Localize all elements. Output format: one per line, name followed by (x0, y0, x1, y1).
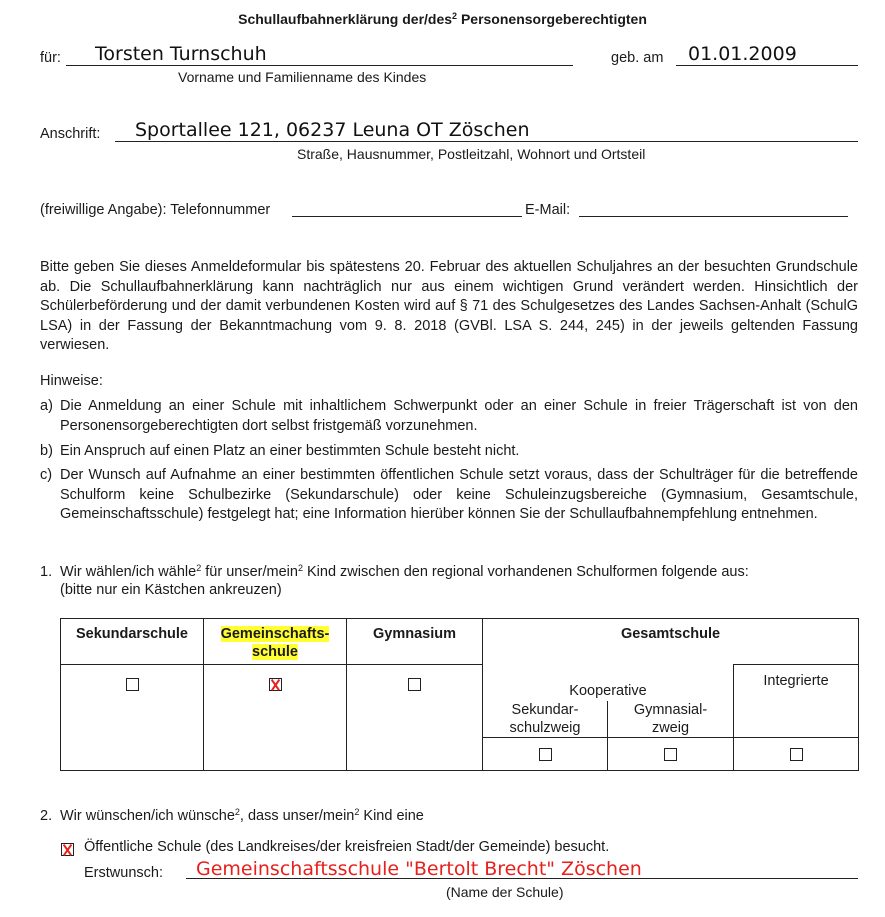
col-sekundarschule: Sekundarschule (61, 619, 204, 665)
checkbox-integrierte[interactable] (790, 748, 803, 761)
hint-item (40, 466, 858, 525)
child-name-field[interactable]: Torsten Turnschuh (95, 43, 267, 65)
birthdate-field[interactable]: 01.01.2009 (688, 43, 797, 65)
hint-item (40, 397, 858, 436)
cell-gymnasium (347, 665, 483, 771)
public-school-label: Öffentliche Schule (des Landkreises/der kreisfreien Stadt/der Gemeinde) besucht. (84, 839, 610, 855)
section1-subtext: (bitte nur ein Kästchen ankreuzen) (60, 582, 282, 598)
cell-sekundarschule (61, 665, 204, 771)
cell-integrierte (734, 738, 859, 771)
col-gymnasium: Gymnasium (347, 619, 483, 665)
checkbox-gymnasialzweig[interactable] (664, 748, 677, 761)
hint-item (40, 442, 858, 462)
section1-text: Wir wählen/ich wähle$^2$ für unser/mein$^2$ Kind zwischen den regional vorhandenen Schulformen folgende aus: (60, 563, 749, 580)
school-type-table (60, 618, 859, 771)
hint-text: Der Wunsch auf Aufnahme an einer bestimmten öffentlichen Schule setzt voraus, dass der Schulträger für die betreffende Schulform keine Schulbezirke (Sekundarschule) oder keine Schuleinzugsbereiche (Gymnasium, Gesamtschule, Gemeinschaftsschule) festgelegt hat; eine Information hierüber können Sie der Schullaufbahnempfehlung entnehmen. (60, 467, 858, 522)
child-name-caption: Vorname und Familienname des Kindes (178, 69, 427, 85)
label-telefon: (freiwillige Angabe): Telefonnummer (40, 202, 271, 218)
section1-number: 1. (40, 564, 53, 580)
cell-sekundarschulzweig (483, 738, 608, 771)
address-field[interactable]: Sportallee 121, 06237 Leuna OT Zöschen (135, 119, 530, 141)
label-email: E-Mail: (525, 202, 571, 218)
label-erstwunsch: Erstwunsch: (84, 865, 163, 881)
phone-field[interactable] (292, 216, 522, 217)
first-choice-field[interactable]: Gemeinschaftsschule "Bertolt Brecht" Zöschen (196, 858, 642, 880)
intro-paragraph: Bitte geben Sie dieses Anmeldeformular bis spätestens 20. Februar des aktuellen Schuljahres an der besuchten Grundschule ab. Die Schullaufbahnerklärung kann nachträglich nur aus einem wichtigen Grund verändert werden. Hinsichtlich der Schülerbeförderung und der damit verbundenen Kosten wird auf § 71 des Schulgesetzes des Landes Sachsen-Anhalt (SchulG LSA) in der Fassung der Bekanntmachung vom 9. 8. 2018 (GVBl. LSA S. 244, 245) in der jeweils geltenden Fassung verwiesen. (40, 259, 858, 353)
birthdate-line (676, 65, 858, 66)
form-title: Schullaufbahnerklärung der/des$^2$ Personensorgeberechtigten (238, 11, 647, 27)
email-field[interactable] (579, 216, 848, 217)
label-integrierte: Integrierte (734, 665, 859, 738)
cell-gemeinschaftsschule (204, 665, 347, 771)
hints-heading: Hinweise: (40, 373, 103, 389)
hint-marker: a) (40, 398, 53, 414)
checkbox-public-school[interactable] (61, 843, 74, 856)
first-choice-caption: (Name der Schule) (446, 884, 564, 900)
address-caption: Straße, Hausnummer, Postleitzahl, Wohnort und Ortsteil (297, 146, 646, 162)
col-gemeinschaftsschule: Gemeinschafts- schule (204, 619, 347, 665)
label-anschrift: Anschrift: (40, 126, 101, 142)
hint-text: Ein Anspruch auf einen Platz an einer bestimmten Schule besteht nicht. (60, 443, 520, 459)
checkbox-sekundarschule[interactable] (126, 678, 139, 691)
label-geb-am: geb. am (611, 50, 664, 66)
section2-number: 2. (40, 808, 53, 824)
checkbox-gymnasium[interactable] (408, 678, 421, 691)
col-gesamtschule: Gesamtschule (483, 619, 859, 665)
cell-gymnasialzweig (608, 738, 734, 771)
label-kooperative: Kooperative (483, 665, 734, 701)
label-fuer: für: (40, 50, 61, 66)
hint-marker: c) (40, 467, 53, 483)
label-gymnasialzweig: Gymnasial- zweig (608, 701, 734, 738)
checkbox-gemeinschaftsschule[interactable] (269, 678, 282, 691)
child-name-line (66, 65, 573, 66)
checkbox-sekundarschulzweig[interactable] (539, 748, 552, 761)
hint-marker: b) (40, 443, 53, 459)
section2-text: Wir wünschen/ich wünsche$^2$, dass unser/mein$^2$ Kind eine (60, 807, 424, 824)
hint-text: Die Anmeldung an einer Schule mit inhaltlichem Schwerpunkt oder an einer Schule in freier Trägerschaft ist von den Personensorgeberechtigten dort selbst fristgemäß vorzunehmen. (60, 398, 858, 434)
address-line (115, 141, 858, 142)
label-sekundarschulzweig: Sekundar- schulzweig (483, 701, 608, 738)
